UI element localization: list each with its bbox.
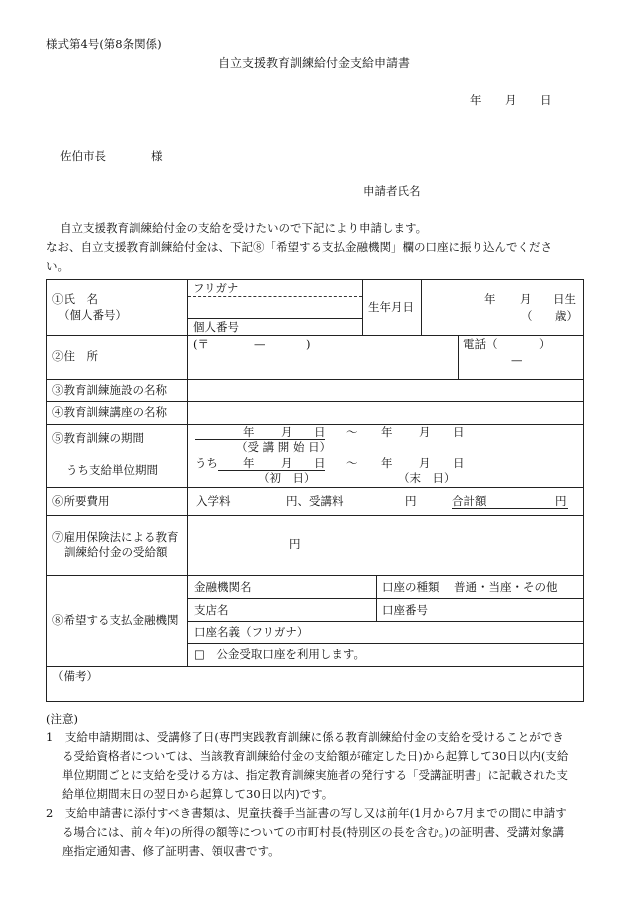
unit-start-day-unit: 日 xyxy=(314,456,326,470)
phone-dash: — xyxy=(511,353,523,367)
entrance-fee-label: 入学料 xyxy=(196,494,231,508)
document-title: 自立支援教育訓練給付金支給申請書 xyxy=(218,56,411,70)
training-period-label: ⑤教育訓練の期間 xyxy=(52,431,144,445)
account-number-label: 口座番号 xyxy=(382,603,428,617)
intro-line-1: 自立支援教育訓練給付金の支給を受けたいので下記により申請します。 xyxy=(60,221,428,235)
note-1-line-3: 単位期間ごとに支給を受ける方は、指定教育訓練実施者の発行する「受講証明書」に記載された支 xyxy=(62,768,568,782)
uchi-label: うち xyxy=(195,456,218,470)
period-start-day-unit: 日 xyxy=(314,425,326,439)
last-day-note: （末 日） xyxy=(398,471,456,485)
period-start-month-unit: 月 xyxy=(281,425,293,439)
public-account-checkbox[interactable]: □ 公金受取口座を利用します。 xyxy=(194,647,365,661)
account-type-label: 口座の種類 xyxy=(382,580,440,594)
required-cost-label: ⑥所要費用 xyxy=(52,494,110,508)
birth-day-unit: 日生 xyxy=(553,292,576,306)
birthdate-label: 生年月日 xyxy=(368,300,414,314)
address-label: ②住 所 xyxy=(52,349,98,363)
account-holder-label: 口座名義（フリガナ） xyxy=(194,625,309,639)
unit-end-month-unit: 月 xyxy=(419,456,431,470)
remarks-label: （備考） xyxy=(52,669,98,683)
training-course-label: ④教育訓練講座の名称 xyxy=(52,405,167,419)
furigana-label: フリガナ xyxy=(193,281,239,295)
unit-start-year-unit: 年 xyxy=(243,456,255,470)
form-number: 様式第4号(第8条関係) xyxy=(46,37,162,51)
course-start-note: （受 講 開 始 日） xyxy=(236,440,332,454)
tuition-fee-label: 円、受講料 xyxy=(286,494,344,508)
personal-number-sub-label: （個人番号） xyxy=(58,308,127,322)
application-form-table xyxy=(46,279,584,702)
unit-end-year-unit: 年 xyxy=(381,456,393,470)
addressee: 佐伯市長 xyxy=(60,149,106,163)
total-yen-unit: 円 xyxy=(555,494,567,508)
tuition-yen-unit: 円 xyxy=(405,494,417,508)
period-end-day-unit: 日 xyxy=(453,425,465,439)
payment-unit-period-label: うち支給単位期間 xyxy=(66,463,158,477)
training-facility-label: ③教育訓練施設の名称 xyxy=(52,383,167,397)
unit-start-month-unit: 月 xyxy=(281,456,293,470)
age-unit: 歳） xyxy=(555,309,578,323)
notes-heading: (注意) xyxy=(46,712,78,726)
birth-month-unit: 月 xyxy=(520,292,532,306)
postal-close: ) xyxy=(306,337,311,351)
bank-label: ⑧希望する支払金融機関 xyxy=(52,613,179,627)
period-end-month-unit: 月 xyxy=(419,425,431,439)
postal-open: (〒 xyxy=(193,337,209,351)
period-start-year-unit: 年 xyxy=(243,425,255,439)
phone-close: ） xyxy=(539,337,551,351)
date-year-label: 年 xyxy=(470,93,482,107)
note-2-line-3: 座指定通知書、修了証明書、領収書です。 xyxy=(62,844,280,858)
period-end-year-unit: 年 xyxy=(381,425,393,439)
account-type-options: 普通・当座・その他 xyxy=(454,580,558,594)
date-day-label: 日 xyxy=(540,93,552,107)
intro-line-3: い。 xyxy=(46,259,69,273)
applicant-name-label: 申請者氏名 xyxy=(363,184,421,198)
addressee-suffix: 様 xyxy=(151,149,163,163)
unit-end-day-unit: 日 xyxy=(453,456,465,470)
name-label: ①氏 名 xyxy=(52,292,98,306)
employment-insurance-label-2: 訓練給付金の受給額 xyxy=(64,545,168,559)
postal-dash: — xyxy=(254,337,266,351)
first-day-note: （初 日） xyxy=(258,471,316,485)
note-1-line-4: 給単位期間末日の翌日から起算して30日以内)です。 xyxy=(62,787,334,801)
phone-label: 電話（ xyxy=(463,337,498,351)
benefit-yen-unit: 円 xyxy=(289,537,301,551)
note-2-line-2: る場合には、前々年)の所得の額等についての市町村長(特別区の長を含む。)の証明書、受講対象講 xyxy=(62,825,564,839)
date-month-label: 月 xyxy=(505,93,517,107)
personal-number-label: 個人番号 xyxy=(193,320,239,334)
note-2-line-1: 2 支給申請書に添付すべき書類は、児童扶養手当証書の写し又は前年(1月から7月までの間に申請す xyxy=(46,806,567,820)
age-open-paren: （ xyxy=(521,309,533,323)
note-1-line-2: る受給資格者については、当該教育訓練給付金の支給額が確定した日)から起算して30日以内(支給 xyxy=(62,749,569,763)
period-wave-1: ～ xyxy=(346,425,358,439)
period-wave-2: ～ xyxy=(346,456,358,470)
total-amount-label: 合計額 xyxy=(452,494,487,508)
employment-insurance-label-1: ⑦雇用保険法による教育 xyxy=(52,530,179,544)
intro-line-2: なお、自立支援教育訓練給付金は、下記⑧「希望する支払金融機関」欄の口座に振り込んでくださ xyxy=(46,240,552,254)
birth-year-unit: 年 xyxy=(484,292,496,306)
branch-name-label: 支店名 xyxy=(194,603,229,617)
note-1-line-1: 1 支給申請期間は、受講修了日(専門実践教育訓練に係る教育訓練給付金の支給を受けることができ xyxy=(46,730,564,744)
bank-name-label: 金融機関名 xyxy=(194,580,252,594)
